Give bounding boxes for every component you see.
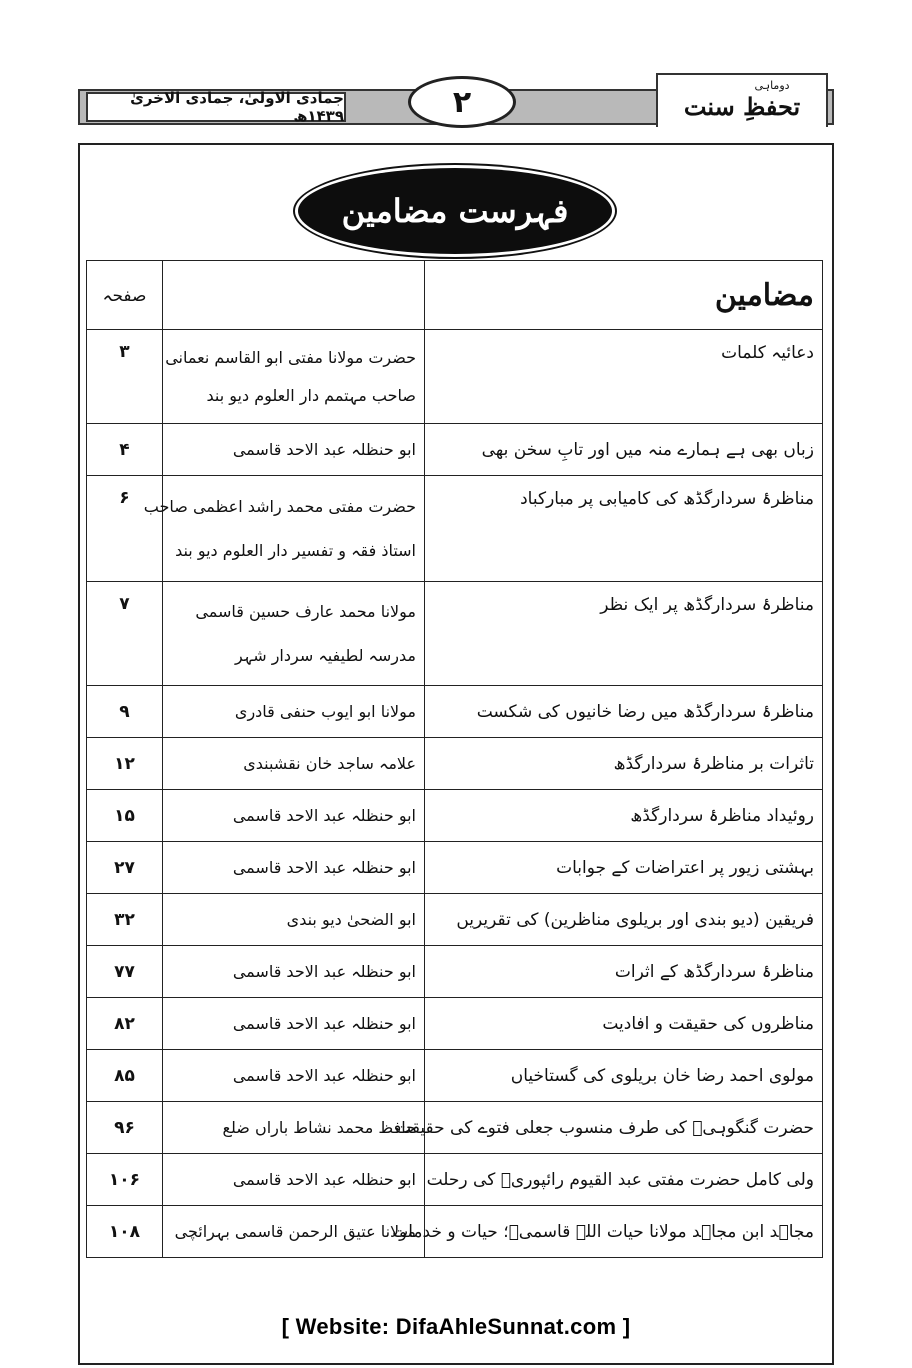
row-author — [163, 842, 425, 894]
row-page-number: ۸۲ — [87, 998, 163, 1050]
author-name: ابو الضحیٰ دیو بندی — [286, 909, 416, 929]
page-number: ۲ — [408, 76, 516, 128]
row-page-number: ۳ — [87, 330, 163, 424]
row-topic: مجاہد ابن مجاہد مولانا حیات اللہ قاسمیؒ؛ حیات و خدمات — [425, 1206, 823, 1258]
table-row — [87, 330, 823, 424]
row-topic: مناظرۂ سردارگڈھ کی کامیابی پر مبارکباد — [425, 476, 823, 582]
author-name: ابو حنظلہ عبد الاحد قاسمی — [232, 1065, 416, 1085]
row-author — [163, 1102, 425, 1154]
masthead-title: تحفظِ سنت — [683, 92, 801, 121]
author-affiliation: صاحب مہتمم دار العلوم دیو بند — [206, 385, 416, 405]
author-name: مولانا محمد عارف حسین قاسمی — [195, 601, 416, 621]
author-name: ابو حنظلہ عبد الاحد قاسمی — [232, 961, 416, 981]
table-row — [87, 894, 823, 946]
row-page-number: ۳۲ — [87, 894, 163, 946]
header-authors — [163, 261, 425, 330]
table-header-row — [87, 261, 823, 330]
row-page-number: ۸۵ — [87, 1050, 163, 1102]
row-author — [163, 686, 425, 738]
masthead-subtitle: دوماہی — [754, 79, 790, 92]
header-topics: مضامین — [425, 261, 823, 330]
author-name: مولانا عتیق الرحمن قاسمی بہرائچی — [174, 1221, 416, 1241]
row-author — [163, 582, 425, 686]
author-affiliation: استاذ فقہ و تفسیر دار العلوم دیو بند — [175, 540, 416, 560]
table-row — [87, 582, 823, 686]
row-topic: مناظروں کی حقیقت و افادیت — [425, 998, 823, 1050]
table-body — [87, 330, 823, 1258]
table-row — [87, 686, 823, 738]
row-topic: دعائیہ کلمات — [425, 330, 823, 424]
row-topic: بہشتی زیور پر اعتراضات کے جوابات — [425, 842, 823, 894]
row-page-number: ۱۵ — [87, 790, 163, 842]
row-author — [163, 330, 425, 424]
author-name: حضرت مفتی محمد راشد اعظمی صاحب — [143, 496, 416, 516]
contents-table — [86, 260, 823, 1258]
row-page-number: ۷ — [87, 582, 163, 686]
page-title: فہرست مضامین — [341, 192, 569, 230]
row-topic: روئیداد مناظرۂ سردارگڈھ — [425, 790, 823, 842]
author-name: مولانا ابو ایوب حنفی قادری — [234, 701, 416, 721]
author-affiliation: مدرسہ لطیفیہ سردار شہر — [235, 645, 416, 665]
table-row — [87, 476, 823, 582]
row-author — [163, 1154, 425, 1206]
row-topic: مناظرۂ سردارگڈھ میں رضا خانیوں کی شکست — [425, 686, 823, 738]
masthead — [656, 73, 828, 127]
author-name: ابو حنظلہ عبد الاحد قاسمی — [232, 1013, 416, 1033]
row-page-number: ۴ — [87, 424, 163, 476]
author-name: حضرت مولانا مفتی ابو القاسم نعمانی — [165, 347, 416, 367]
row-page-number: ۹ — [87, 686, 163, 738]
page-header — [78, 73, 834, 131]
row-topic: تاثرات بر مناظرۂ سردارگڈھ — [425, 738, 823, 790]
table-row — [87, 842, 823, 894]
issue-date: جمادی الاولیٰ، جمادی الاخریٰ ۱۴۳۹ھ — [86, 92, 346, 122]
row-topic: حضرت گنگوہیؒ کی طرف منسوب جعلی فتوے کی حقیقت — [425, 1102, 823, 1154]
row-topic: مناظرۂ سردارگڈھ کے اثرات — [425, 946, 823, 998]
table-row — [87, 998, 823, 1050]
row-topic: فریقین (دیو بندی اور بریلوی مناظرین) کی تقریریں — [425, 894, 823, 946]
table-row — [87, 1050, 823, 1102]
row-page-number: ۹۶ — [87, 1102, 163, 1154]
author-name: ابو حنظلہ عبد الاحد قاسمی — [232, 805, 416, 825]
row-page-number: ۱۰۶ — [87, 1154, 163, 1206]
row-topic: مناظرۂ سردارگڈھ پر ایک نظر — [425, 582, 823, 686]
table-row — [87, 424, 823, 476]
row-author — [163, 1050, 425, 1102]
author-name: ابو حنظلہ عبد الاحد قاسمی — [232, 1169, 416, 1189]
table-row — [87, 946, 823, 998]
row-author — [163, 894, 425, 946]
row-page-number: ۲۷ — [87, 842, 163, 894]
row-author — [163, 1206, 425, 1258]
row-author — [163, 790, 425, 842]
row-page-number: ۷۷ — [87, 946, 163, 998]
title-ribbon — [298, 168, 612, 254]
row-author — [143, 476, 425, 582]
row-topic: مولوی احمد رضا خان بریلوی کی گستاخیاں — [425, 1050, 823, 1102]
row-page-number: ۱۰۸ — [87, 1206, 163, 1258]
table-row — [87, 1206, 823, 1258]
row-page-number: ۱۲ — [87, 738, 163, 790]
row-topic: ولی کامل حضرت مفتی عبد القیوم رائپوریؒ کی رحلت — [425, 1154, 823, 1206]
table-row — [87, 1154, 823, 1206]
author-name: ابو حنظلہ عبد الاحد قاسمی — [232, 857, 416, 877]
row-page-number: ۶ — [87, 476, 163, 582]
table-row — [87, 790, 823, 842]
row-author — [163, 424, 425, 476]
row-topic: زباں بھی ہے ہمارے منہ میں اور تابِ سخن بھی — [425, 424, 823, 476]
website-footer: [ Website: DifaAhleSunnat.com ] — [281, 1314, 631, 1339]
author-name: حافظ محمد نشاط باراں ضلع — [222, 1117, 416, 1137]
author-name: ابو حنظلہ عبد الاحد قاسمی — [232, 439, 416, 459]
table-row — [87, 1102, 823, 1154]
header-page: صفحہ — [87, 261, 163, 330]
row-author — [163, 946, 425, 998]
row-author — [163, 998, 425, 1050]
author-name: علامہ ساجد خان نقشبندی — [243, 753, 416, 773]
table-row — [87, 738, 823, 790]
row-author — [163, 738, 425, 790]
